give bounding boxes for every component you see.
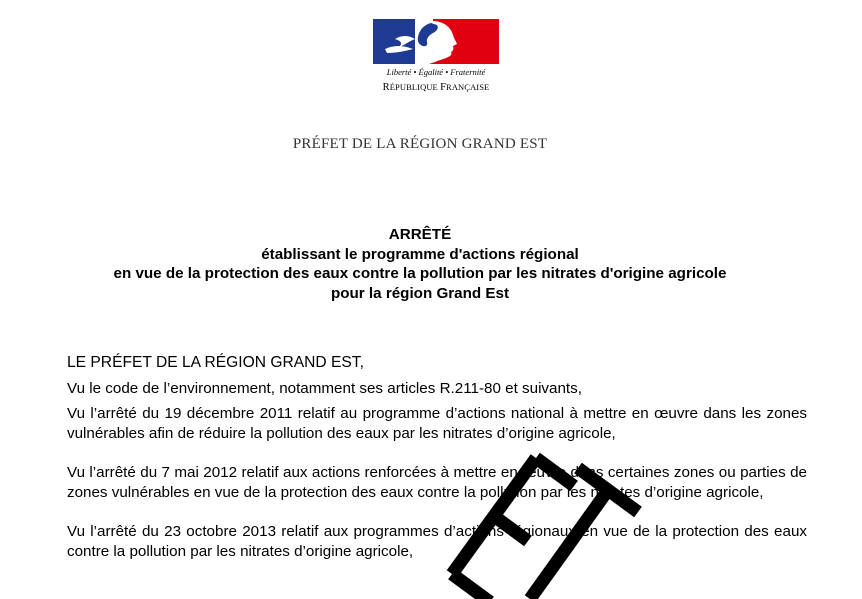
arrete-subtitle-line-2: en vue de la protection des eaux contre la pollution par les nitrates d'origine agricole — [113, 265, 727, 282]
republic-word2-rest: RANÇAISE — [446, 82, 490, 92]
body-heading: LE PRÉFET DE LA RÉGION GRAND EST, — [67, 354, 364, 371]
visa-paragraph-4: Vu l’arrêté du 23 octobre 2013 relatif aux programmes d’actions régionaux en vue de la protection des eaux contre la pollution par les nitrates d’origine agricole, — [67, 523, 807, 560]
prefet-region-title: PRÉFET DE LA RÉGION GRAND EST — [292, 136, 548, 152]
republic-letter-f: F — [440, 82, 447, 93]
visa-paragraph-1: Vu le code de l’environnement, notamment ses articles R.211-80 et suivants, — [67, 379, 582, 397]
watermark-e-bottom-bar — [452, 574, 490, 599]
marianne-flag-icon — [373, 19, 499, 64]
visa-paragraph-3: Vu l’arrêté du 7 mai 2012 relatif aux actions renforcées à mettre en œuvre dans certaines zones ou parties de zones vulnérables en vue de la protection des eaux contre la pollution par les nitrates d’origine agricole, — [67, 464, 807, 501]
arrete-subtitle-line-1: établissant le programme d'actions régional — [261, 245, 579, 263]
republic-letter-r: R — [382, 82, 390, 93]
marianne-logo — [371, 19, 501, 99]
republic-word-rest: ÉPUBLIQUE — [389, 82, 441, 92]
arrete-subtitle-line-3: pour la région Grand Est — [330, 284, 510, 302]
republic-motto: Liberté • Égalité • Fraternité — [386, 67, 486, 77]
visa-paragraph-2: Vu l’arrêté du 19 décembre 2011 relatif au programme d’actions national à mettre en œuvre dans les zones vulnérables afin de réduire la pollution des eaux par les nitrates d’origine agricole, — [67, 405, 807, 442]
arrete-title-block — [0, 225, 840, 303]
republique-francaise-label — [371, 81, 501, 94]
document-body — [67, 353, 807, 561]
arrete-title: ARRÊTÉ — [388, 226, 452, 243]
